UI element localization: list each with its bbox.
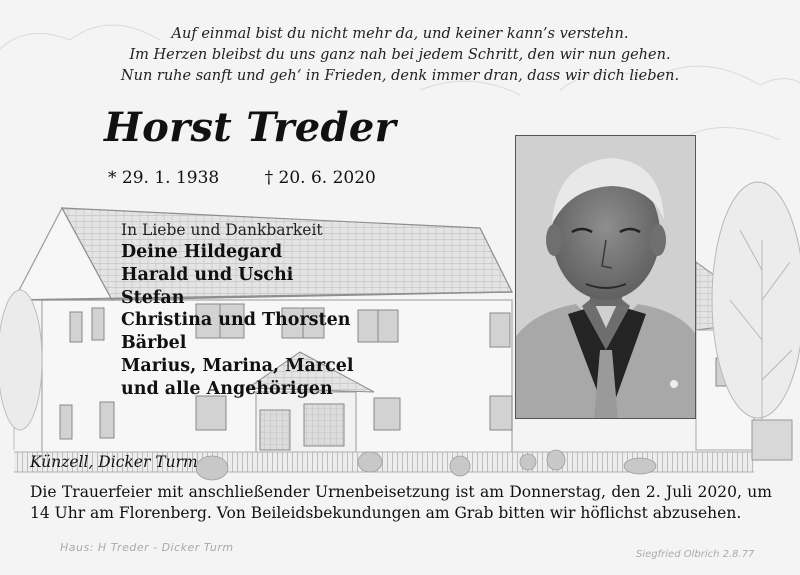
mourners-list (121, 220, 354, 401)
life-dates (108, 168, 376, 188)
mourner-name: Deine Hildegard (121, 242, 283, 262)
funeral-notice: Die Trauerfeier mit anschließender Urnenbeisetzung ist am Donnerstag, den 2. Juli 2020, um 14 Uhr am Florenberg. Von Beileidsbekundungen am Grab bitten wir höflichst abzusehen. (30, 483, 772, 522)
mourners-intro: In Liebe und Dankbarkeit (121, 221, 323, 239)
verse-line: Auf einmal bist du nicht mehr da, und keiner kann’s verstehn. (171, 26, 629, 42)
memorial-verse (0, 24, 800, 87)
drawing-caption: Haus: H Treder - Dicker Turm (60, 541, 234, 554)
verse-line: Nun ruhe sanft und geh‘ in Frieden, denk immer dran, dass wir dich lieben. (120, 68, 680, 84)
artist-signature: Siegfried Olbrich 2.8.77 (636, 549, 755, 560)
portrait-photo (515, 135, 696, 419)
death-date: † 20. 6. 2020 (264, 168, 376, 188)
mourner-name: und alle Angehörigen (121, 378, 333, 399)
location-line: Künzell, Dicker Turm (30, 453, 198, 471)
mourner-name: Bärbel (121, 333, 187, 354)
mourner-name: Christina und Thorsten (121, 310, 351, 331)
birth-date: * 29. 1. 1938 (108, 168, 220, 188)
mourner-name: Harald und Uschi (121, 264, 294, 285)
mourner-name: Marius, Marina, Marcel (121, 355, 354, 376)
deceased-name: Horst Treder (104, 104, 396, 151)
mourner-name: Stefan (121, 287, 185, 308)
verse-line: Im Herzen bleibst du uns ganz nah bei jedem Schritt, den wir nun gehen. (129, 47, 671, 63)
